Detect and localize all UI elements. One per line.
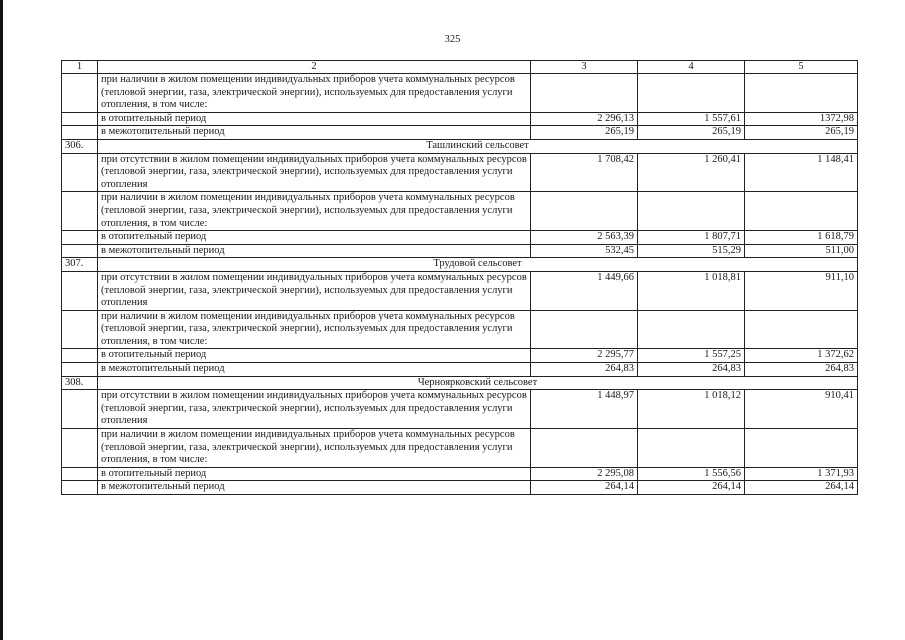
section-number: 306. xyxy=(62,139,98,153)
row-description: при наличии в жилом помещении индивидуальных приборов учета коммунальных ресурсов (тепловой энергии, газа, электрической энергии), используемых для предоставления услуги отопления, в том числе: xyxy=(98,192,531,231)
row-description: в межотопительный период xyxy=(98,244,531,258)
value-col-4: 264,83 xyxy=(638,363,745,377)
value-col-3: 264,14 xyxy=(531,481,638,495)
value-col-5: 911,10 xyxy=(745,271,858,310)
row-number xyxy=(62,231,98,245)
value-col-4: 1 557,25 xyxy=(638,349,745,363)
header-col-5: 5 xyxy=(745,61,858,74)
section-title: Черноярковский сельсовет xyxy=(98,376,858,390)
table-row xyxy=(62,271,858,310)
value-col-4 xyxy=(638,74,745,113)
row-description: при наличии в жилом помещении индивидуальных приборов учета коммунальных ресурсов (тепловой энергии, газа, электрической энергии), используемых для предоставления услуги отопления, в том числе: xyxy=(98,310,531,349)
row-number xyxy=(62,429,98,468)
value-col-5: 264,83 xyxy=(745,363,858,377)
table-row xyxy=(62,126,858,140)
section-title: Трудовой сельсовет xyxy=(98,258,858,272)
header-col-2: 2 xyxy=(98,61,531,74)
value-col-5: 1 618,79 xyxy=(745,231,858,245)
value-col-4: 1 018,81 xyxy=(638,271,745,310)
section-number: 308. xyxy=(62,376,98,390)
value-col-5 xyxy=(745,74,858,113)
value-col-5 xyxy=(745,429,858,468)
value-col-4: 515,29 xyxy=(638,244,745,258)
value-col-4: 1 018,12 xyxy=(638,390,745,429)
table-section-row xyxy=(62,258,858,272)
value-col-4 xyxy=(638,429,745,468)
page-left-edge-bar xyxy=(0,0,3,640)
value-col-5: 511,00 xyxy=(745,244,858,258)
row-description: в межотопительный период xyxy=(98,363,531,377)
section-title: Ташлинский сельсовет xyxy=(98,139,858,153)
value-col-5: 1372,98 xyxy=(745,112,858,126)
table-row xyxy=(62,310,858,349)
table-row xyxy=(62,112,858,126)
value-col-3: 2 563,39 xyxy=(531,231,638,245)
row-description: при отсутствии в жилом помещении индивидуальных приборов учета коммунальных ресурсов (тепловой энергии, газа, электрической энергии), используемых для предоставления услуги отопления xyxy=(98,153,531,192)
row-number xyxy=(62,349,98,363)
row-description: в межотопительный период xyxy=(98,126,531,140)
table-section-row xyxy=(62,139,858,153)
value-col-5 xyxy=(745,310,858,349)
value-col-4 xyxy=(638,192,745,231)
value-col-3: 2 296,13 xyxy=(531,112,638,126)
row-number xyxy=(62,363,98,377)
row-number xyxy=(62,126,98,140)
value-col-3: 1 449,66 xyxy=(531,271,638,310)
value-col-3: 265,19 xyxy=(531,126,638,140)
row-number xyxy=(62,244,98,258)
row-description: при отсутствии в жилом помещении индивидуальных приборов учета коммунальных ресурсов (тепловой энергии, газа, электрической энергии), используемых для предоставления услуги отопления xyxy=(98,390,531,429)
value-col-5: 265,19 xyxy=(745,126,858,140)
value-col-3 xyxy=(531,310,638,349)
value-col-5: 264,14 xyxy=(745,481,858,495)
table-row xyxy=(62,74,858,113)
value-col-5: 1 372,62 xyxy=(745,349,858,363)
table-section-row xyxy=(62,376,858,390)
page-number: 325 xyxy=(444,34,461,45)
row-description: при наличии в жилом помещении индивидуальных приборов учета коммунальных ресурсов (тепловой энергии, газа, электрической энергии), используемых для предоставления услуги отопления, в том числе: xyxy=(98,74,531,113)
value-col-4: 264,14 xyxy=(638,481,745,495)
table-row xyxy=(62,363,858,377)
value-col-3: 2 295,77 xyxy=(531,349,638,363)
value-col-5: 1 371,93 xyxy=(745,467,858,481)
table-row xyxy=(62,390,858,429)
row-description: при отсутствии в жилом помещении индивидуальных приборов учета коммунальных ресурсов (тепловой энергии, газа, электрической энергии), используемых для предоставления услуги отопления xyxy=(98,271,531,310)
row-number xyxy=(62,390,98,429)
section-number: 307. xyxy=(62,258,98,272)
value-col-3 xyxy=(531,429,638,468)
table-row xyxy=(62,429,858,468)
header-col-1: 1 xyxy=(62,61,98,74)
value-col-4: 1 807,71 xyxy=(638,231,745,245)
table-row xyxy=(62,192,858,231)
value-col-5: 910,41 xyxy=(745,390,858,429)
value-col-4: 1 260,41 xyxy=(638,153,745,192)
row-description: в отопительный период xyxy=(98,467,531,481)
value-col-3 xyxy=(531,192,638,231)
value-col-4: 1 557,61 xyxy=(638,112,745,126)
row-number xyxy=(62,112,98,126)
row-number xyxy=(62,271,98,310)
row-number xyxy=(62,310,98,349)
table-row xyxy=(62,231,858,245)
row-description: при наличии в жилом помещении индивидуальных приборов учета коммунальных ресурсов (тепловой энергии, газа, электрической энергии), используемых для предоставления услуги отопления, в том числе: xyxy=(98,429,531,468)
row-number xyxy=(62,467,98,481)
table-row xyxy=(62,467,858,481)
table-row xyxy=(62,244,858,258)
value-col-3: 264,83 xyxy=(531,363,638,377)
value-col-4: 1 556,56 xyxy=(638,467,745,481)
table-header-row xyxy=(62,61,858,74)
row-description: в межотопительный период xyxy=(98,481,531,495)
table-row xyxy=(62,153,858,192)
value-col-5: 1 148,41 xyxy=(745,153,858,192)
tariff-table-body xyxy=(62,61,858,495)
row-number xyxy=(62,481,98,495)
value-col-3: 1 708,42 xyxy=(531,153,638,192)
value-col-3: 1 448,97 xyxy=(531,390,638,429)
value-col-5 xyxy=(745,192,858,231)
row-number xyxy=(62,153,98,192)
value-col-3: 532,45 xyxy=(531,244,638,258)
value-col-4 xyxy=(638,310,745,349)
row-number xyxy=(62,74,98,113)
row-description: в отопительный период xyxy=(98,349,531,363)
tariff-table xyxy=(61,60,858,495)
row-number xyxy=(62,192,98,231)
header-col-4: 4 xyxy=(638,61,745,74)
table-row xyxy=(62,349,858,363)
row-description: в отопительный период xyxy=(98,231,531,245)
value-col-3 xyxy=(531,74,638,113)
row-description: в отопительный период xyxy=(98,112,531,126)
value-col-4: 265,19 xyxy=(638,126,745,140)
table-row xyxy=(62,481,858,495)
value-col-3: 2 295,08 xyxy=(531,467,638,481)
header-col-3: 3 xyxy=(531,61,638,74)
